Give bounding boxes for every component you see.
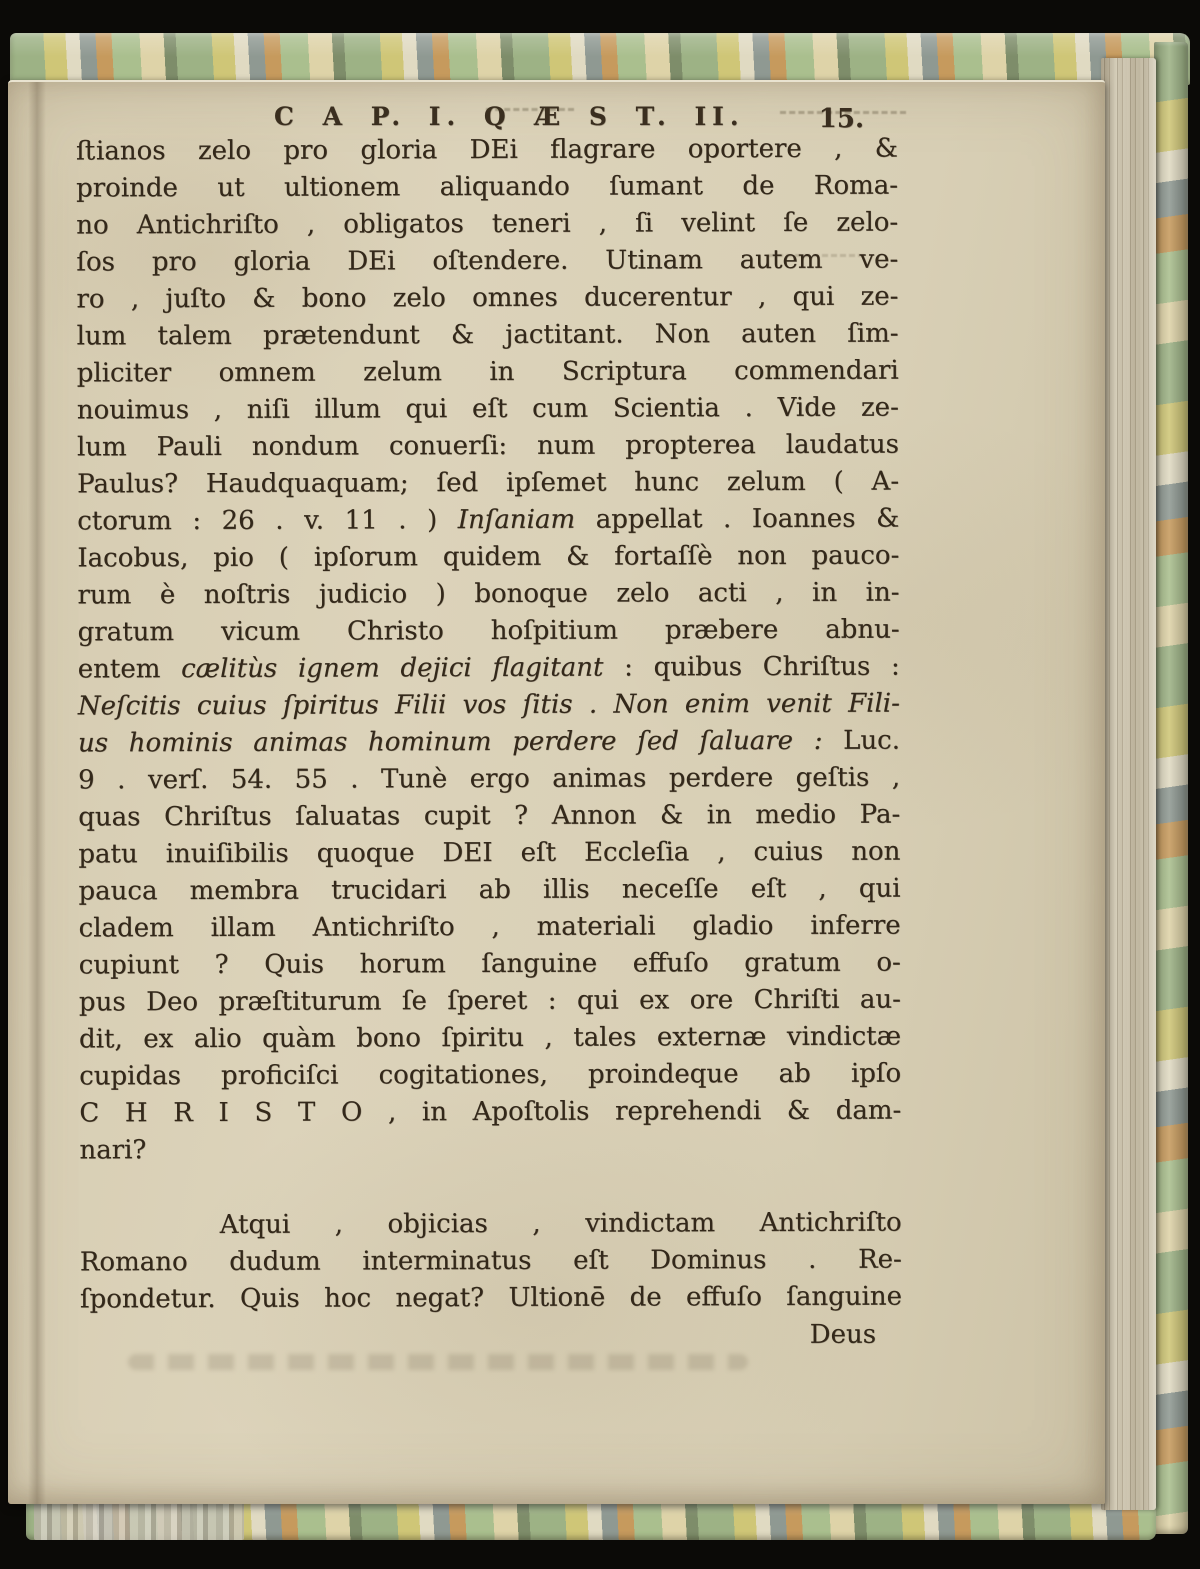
italic-text-segment: us hominis animas hominum perdere ſed ſaluare : (77, 725, 844, 759)
marbled-board-edge-top (10, 33, 1190, 85)
text-segment: quas Chriſtus ſaluatas cupit ? Annon & in medio Pa- (78, 799, 901, 833)
text-line (78, 686, 900, 726)
chapter-heading: C A P. I. Q Æ S T. II. (274, 102, 745, 131)
text-segment: proinde ut ultionem aliquando ſumant de Roma- (76, 170, 899, 204)
showthrough-mark (486, 108, 574, 111)
gutter-fold-shadow (28, 82, 46, 1504)
text-segment: gratum vicum Christo hoſpitium præbere abnu- (77, 614, 900, 648)
text-line (76, 279, 898, 319)
marbled-board-edge-right (1154, 42, 1188, 1534)
text-segment: Iacobus, pio ( ipſorum quidem & fortaſſè non pauco- (77, 540, 900, 574)
text-block (76, 131, 902, 1357)
text-segment: entem (77, 654, 182, 685)
text-segment: no Antichriſto , obligatos teneri , ſi velint ſe zelo- (76, 207, 899, 241)
text-line (78, 723, 900, 763)
paragraph (80, 1205, 902, 1319)
text-segment: lum Pauli nondum conuerſi: num propterea laudatus (76, 429, 900, 463)
text-segment: cladem illam Antichriſto , materiali gladio inferre (78, 910, 901, 944)
marbled-board-edge-bottom (26, 1498, 1156, 1540)
text-segment: pus Deo præſtiturum ſe ſperet : qui ex ore Chriſti au- (78, 984, 901, 1018)
text-line (79, 1056, 901, 1096)
text-segment: nari? (79, 1135, 147, 1166)
paragraph (76, 131, 902, 1170)
text-line (78, 871, 900, 911)
text-line (76, 242, 898, 282)
fore-edge-page-stack (1101, 58, 1156, 1510)
text-line (80, 1279, 902, 1319)
text-segment: Atqui , objicias , vindictam Antichriſto (219, 1207, 902, 1240)
book-page (8, 80, 1105, 1504)
page-number: 15. (818, 104, 864, 134)
text-line (79, 908, 901, 948)
text-line (77, 316, 899, 356)
showthrough-text-ghost (128, 1354, 748, 1370)
text-line (78, 760, 900, 800)
text-line (78, 649, 900, 689)
catchword: Deus (809, 1319, 877, 1350)
text-line (78, 834, 900, 874)
text-line (77, 353, 899, 393)
text-segment: patu inuiſibilis quoque DEI eſt Eccleſia , cuius non (78, 836, 901, 870)
text-segment: nouimus , niſi illum qui eſt cum Scientia . Vide ze- (76, 392, 899, 426)
text-segment: 9 . verſ. 54. 55 . Tunè ergo animas perdere geſtis , (78, 762, 901, 796)
text-line (79, 1093, 901, 1133)
text-segment: Luc. (843, 725, 901, 756)
text-segment: cupiunt ? Quis horum ſanguine effuſo gratum o- (78, 947, 901, 981)
text-line (77, 390, 899, 430)
text-segment: pliciter omnem zelum in Scriptura commendari (76, 355, 899, 389)
text-segment: : quibus Chriſtus : (603, 651, 900, 683)
text-line (77, 575, 899, 615)
italic-text-segment: cælitùs ignem dejici flagitant (181, 652, 604, 685)
text-line (77, 464, 899, 504)
text-line (76, 131, 898, 171)
text-segment: cupidas proficiſci cogitationes, proindeque ab ipſo (79, 1058, 902, 1092)
text-line (79, 945, 901, 985)
text-line (76, 205, 898, 245)
text-segment: Paulus? Haudquaquam; ſed ipſemet hunc zelum ( A- (77, 466, 900, 500)
text-line (80, 1205, 902, 1245)
text-segment: pauca membra trucidari ab illis neceſſe eſt , qui (78, 873, 901, 907)
italic-text-segment: Neſcitis cuius ſpiritus Filii vos ſitis . Non enim venit Fili- (77, 688, 900, 722)
text-segment: appellat . Ioannes & (575, 503, 900, 535)
text-line (80, 1242, 902, 1282)
text-segment: C H R I S T O , in Apoſtolis reprehendi & dam- (79, 1095, 902, 1129)
text-line (77, 538, 899, 578)
text-segment: ﬅianos zelo pro gloria DEi flagrare oportere , & (75, 133, 898, 167)
text-line (79, 1019, 901, 1059)
italic-text-segment: Inſaniam (457, 504, 576, 536)
text-segment: lum talem prætendunt & jactitant. Non auten ſim- (76, 318, 899, 352)
text-segment: ſpondetur. Quis hoc negat? Ultionē de effuſo ſanguine (79, 1281, 902, 1315)
text-line (78, 612, 900, 652)
text-segment: Romano dudum interminatus eſt Dominus . Re- (79, 1244, 902, 1278)
text-segment: ſos pro gloria DEi oſtendere. Utinam autem ve- (76, 244, 899, 278)
text-segment: ctorum : 26 . v. 11 . ) (77, 505, 458, 537)
text-line (79, 1130, 901, 1170)
text-segment: rum è noſtris judicio ) bonoque zelo acti , in in- (77, 577, 900, 611)
text-line (77, 501, 899, 541)
text-line (79, 982, 901, 1022)
text-line (76, 168, 898, 208)
text-line (77, 427, 899, 467)
text-segment: dit, ex alio quàm bono ſpiritu , tales externæ vindictæ (78, 1021, 902, 1055)
text-line (78, 797, 900, 837)
text-segment: ro , juſto & bono zelo omnes ducerentur , qui ze- (76, 281, 899, 315)
